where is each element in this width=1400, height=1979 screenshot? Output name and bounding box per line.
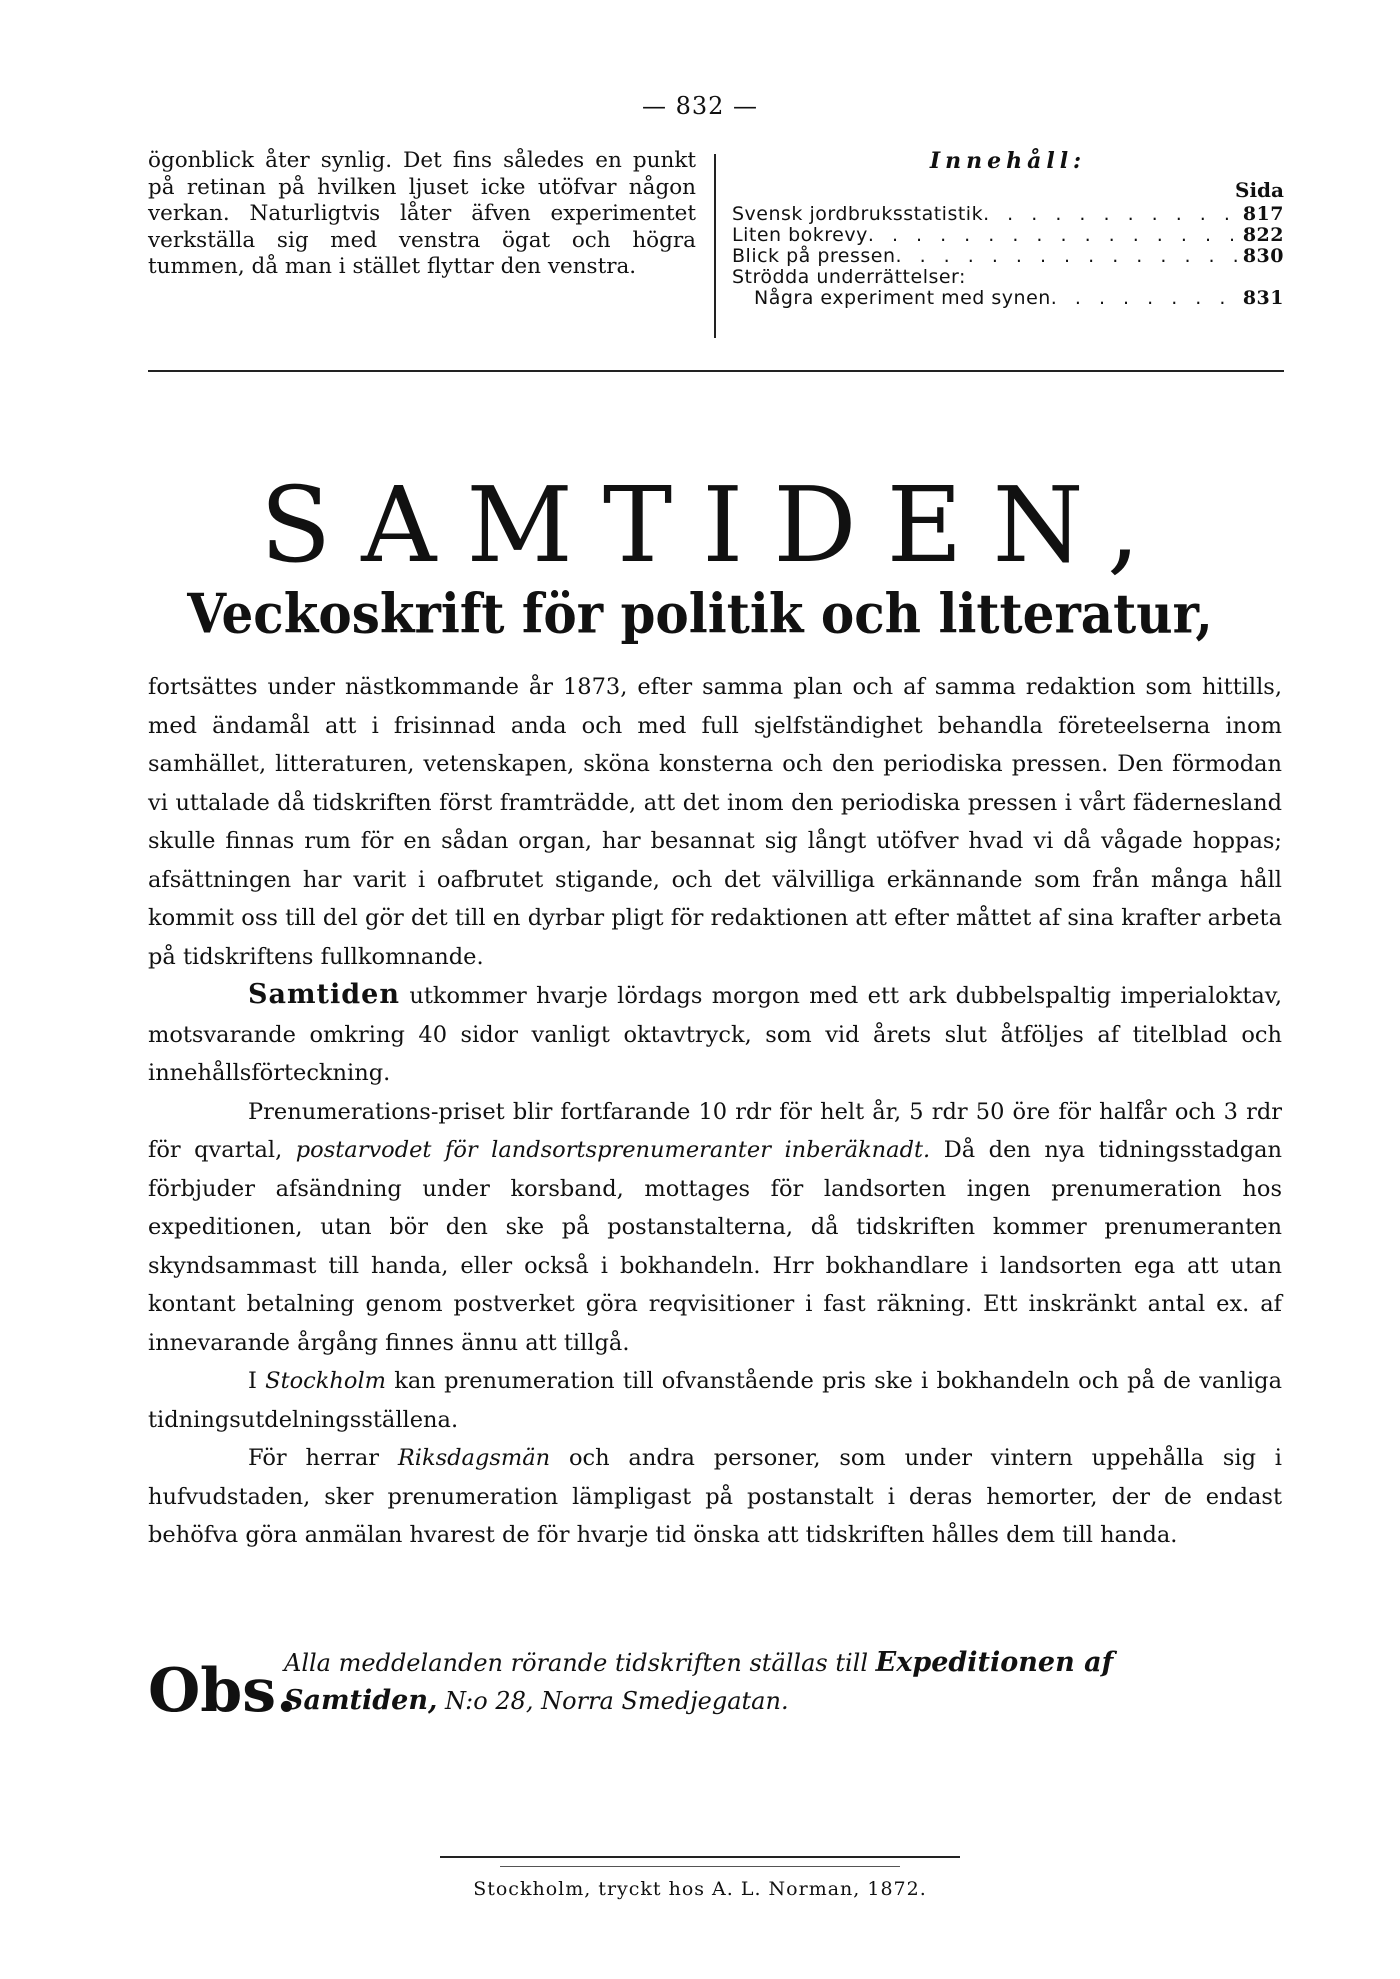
paragraph: Prenumerations-priset blir fortfarande 10 rdr för helt år, 5 rdr 50 öre för halfår och 3 rdr för qvartal, postarvodet för landsortsprenumeranter inberäknadt. Då den nya tidningsstadgan förbjuder afsändning under korsband, mottages för landsorten ingen prenumeration hos expeditionen, utan bör den ske på postanstalterna, då tidskriften kommer prenumeranten skyndsammast till handa, eller också i bokhandeln. Hrr bokhandlare i landsorten ega att utan kontant betalning genom postverket göra reqvisitioner i fast räkning. Ett inskränkt antal ex. af innevarande årgång finnes ännu att tillgå. (148, 1098, 1282, 1356)
toc-page: 822 (1242, 224, 1284, 246)
toc-row (732, 246, 1284, 267)
brand-name: Samtiden (248, 979, 400, 1010)
paragraph: I Stockholm kan prenumeration till ofvanstående pris ske i bokhandeln och på de vanliga tidningsutdelningsställena. (148, 1368, 1282, 1433)
article-continuation: ögonblick åter synlig. Det fins således en punkt på retinan på hvilken ljuset icke utöfvar någon verkan. Naturligtvis låter äfven experimentet verkställa sig med venstra ögat och högra tummen, då man i stället flyttar den venstra. (148, 148, 696, 279)
page-number: — 832 — (641, 92, 759, 120)
toc-title: Liten bokrevy (732, 224, 868, 246)
notice-block (148, 1644, 1284, 1744)
horizontal-rule (440, 1856, 960, 1858)
top-section (148, 148, 1284, 340)
printer-imprint: Stockholm, tryckt hos A. L. Norman, 1872. (473, 1878, 927, 1900)
toc-page: 831 (1242, 287, 1284, 309)
toc-row (732, 225, 1284, 246)
toc-title: Blick på pressen (732, 245, 896, 267)
toc-title: Några experiment med synen (754, 287, 1051, 309)
horizontal-rule (148, 370, 1284, 372)
horizontal-rule (500, 1866, 900, 1867)
paragraph: fortsättes under nästkommande år 1873, efter samma plan och af samma redaktion som hittills, med ändamål att i frisinnad anda och med full sjelfständighet behandla företeelserna inom samhället, litteraturen, vetenskapen, sköna konsterna och den periodiska pressen. Den förmodan vi uttalade då tidskriften först framträdde, att det inom den periodiska pressen i vårt fädernesland skulle finnas rum för en sådan organ, har besannat sig långt utöfver hvad vi då vågade hoppas; afsättningen har varit i oafbrutet stigande, och det välvilliga erkännande som från många håll kommit oss till del gör det till en dyrbar pligt för redaktionen att efter måttet af sina krafter arbeta på tidskriftens fullkomnande. (148, 674, 1282, 970)
masthead-title: SAMTIDEN, (260, 464, 1170, 586)
toc-title: Svensk jordbruksstatistik (732, 203, 984, 225)
contents-title: Innehåll: (929, 148, 1087, 174)
toc-title: Strödda underrättelser: (732, 266, 966, 288)
toc-page: 817 (1242, 203, 1284, 225)
toc-row (732, 288, 1284, 309)
masthead-subtitle: Veckoskrift för politik och litteratur, (187, 581, 1213, 646)
toc-section-heading (732, 267, 1284, 288)
toc-row (732, 204, 1284, 225)
announcement-body (148, 668, 1282, 1555)
toc-page: 830 (1242, 245, 1284, 267)
page-column-label: Sida (1235, 178, 1284, 202)
table-of-contents (732, 148, 1284, 309)
paragraph: För herrar Riksdagsmän och andra personer, som under vintern uppehålla sig i hufvudstaden, sker prenumeration lämpligast på postanstalt i deras hemorter, der de endast behöfva göra anmälan hvarest de för hvarje tid önska att tidskriften hålles dem till handa. (148, 1445, 1282, 1548)
column-divider (714, 154, 716, 338)
notice-label: Obs. (148, 1656, 297, 1726)
notice-text: Alla meddelanden rörande tidskriften ställas till Expeditionen af Samtiden, N:o 28, Norra Smedjegatan. (284, 1647, 1114, 1716)
paragraph: Samtiden utkommer hvarje lördags morgon med ett ark dubbelspaltig imperialoktav, motsvarande omkring 40 sidor vanligt oktavtryck, som vid årets slut åtföljes af titelblad och innehållsförteckning. (148, 979, 1282, 1086)
